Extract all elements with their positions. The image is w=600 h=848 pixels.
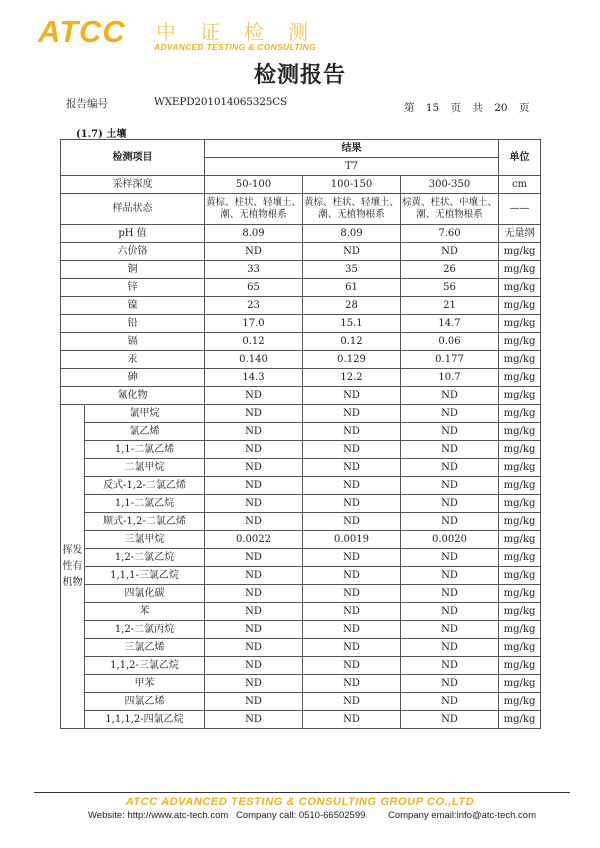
table-row bbox=[61, 369, 541, 387]
header-unit: 单位 bbox=[499, 140, 541, 176]
footer-email: Company email:info@atc-tech.com bbox=[388, 810, 536, 821]
result-value: ND bbox=[401, 477, 499, 495]
table-row bbox=[61, 513, 541, 531]
result-value: 61 bbox=[303, 279, 401, 297]
report-number-label: 报告编号 bbox=[66, 98, 108, 110]
page-current: 15 bbox=[425, 102, 440, 114]
table-row bbox=[61, 315, 541, 333]
result-value: 28 bbox=[303, 297, 401, 315]
result-value: 0.0022 bbox=[205, 531, 303, 549]
result-value: 14.7 bbox=[401, 315, 499, 333]
item-name: 苯 bbox=[85, 603, 205, 621]
report-number-value: WXEPD201014065325CS bbox=[154, 96, 288, 108]
item-name: 1,1,1-三氯乙烷 bbox=[85, 567, 205, 585]
result-value: ND bbox=[303, 567, 401, 585]
table-row bbox=[61, 423, 541, 441]
result-value: ND bbox=[303, 495, 401, 513]
result-value: ND bbox=[401, 387, 499, 405]
result-value: 65 bbox=[205, 279, 303, 297]
result-value: ND bbox=[205, 477, 303, 495]
item-name: 砷 bbox=[61, 369, 205, 387]
state-line: 棕黄、柱状、中壤土、 bbox=[401, 197, 497, 208]
result-value: 0.177 bbox=[401, 351, 499, 369]
unit-value: mg/kg bbox=[499, 495, 541, 513]
unit-value: mg/kg bbox=[499, 279, 541, 297]
table-row bbox=[61, 477, 541, 495]
unit-value: mg/kg bbox=[499, 243, 541, 261]
result-value: ND bbox=[205, 405, 303, 423]
result-value: 10.7 bbox=[401, 369, 499, 387]
logo-chinese-name: 中证检测 bbox=[156, 20, 332, 44]
state-line: 潮、无植物根系 bbox=[318, 209, 385, 220]
item-name: 1,1-二氯乙烷 bbox=[85, 495, 205, 513]
unit-value: mg/kg bbox=[499, 387, 541, 405]
result-value: 0.0019 bbox=[303, 531, 401, 549]
depth-value: 50-100 bbox=[205, 176, 303, 194]
unit-value: mg/kg bbox=[499, 621, 541, 639]
result-value: 0.129 bbox=[303, 351, 401, 369]
unit-value: mg/kg bbox=[499, 531, 541, 549]
result-value: ND bbox=[205, 243, 303, 261]
item-name: 顺式-1,2-二氯乙烯 bbox=[85, 513, 205, 531]
result-value: 56 bbox=[401, 279, 499, 297]
unit-value: mg/kg bbox=[499, 351, 541, 369]
item-name: pH 值 bbox=[61, 225, 205, 243]
result-value: 0.12 bbox=[205, 333, 303, 351]
result-value: ND bbox=[303, 621, 401, 639]
depth-value: 300-350 bbox=[401, 176, 499, 194]
item-name: 镉 bbox=[61, 333, 205, 351]
footer-divider bbox=[34, 792, 570, 793]
result-value: ND bbox=[205, 639, 303, 657]
result-value: ND bbox=[205, 441, 303, 459]
footer-phone: Company call: 0510-66502599 bbox=[236, 810, 366, 821]
unit-value: mg/kg bbox=[499, 297, 541, 315]
depth-unit: cm bbox=[499, 176, 541, 194]
item-name: 三氯乙烯 bbox=[85, 639, 205, 657]
unit-value: mg/kg bbox=[499, 405, 541, 423]
unit-value: mg/kg bbox=[499, 477, 541, 495]
logo-mark: ATCC bbox=[38, 14, 126, 49]
result-value: ND bbox=[401, 693, 499, 711]
footer-brand: ATCC ADVANCED TESTING & CONSULTING GROUP CO.,LTD bbox=[125, 796, 475, 808]
table-row bbox=[61, 459, 541, 477]
result-value: ND bbox=[401, 639, 499, 657]
report-title: 检测报告 bbox=[253, 63, 346, 88]
page-prefix: 第 bbox=[404, 102, 415, 114]
result-value: ND bbox=[303, 405, 401, 423]
depth-row bbox=[61, 176, 541, 194]
item-name: 1,1,2-三氯乙烷 bbox=[85, 657, 205, 675]
unit-value: mg/kg bbox=[499, 513, 541, 531]
result-value: ND bbox=[303, 477, 401, 495]
result-value: 0.140 bbox=[205, 351, 303, 369]
result-value: ND bbox=[205, 459, 303, 477]
unit-value: mg/kg bbox=[499, 585, 541, 603]
result-value: 23 bbox=[205, 297, 303, 315]
state-line: 潮、无植物根系 bbox=[416, 209, 483, 220]
table-row bbox=[61, 657, 541, 675]
state-line: 黄棕、柱状、轻壤土、 bbox=[303, 197, 399, 208]
result-value: 33 bbox=[205, 261, 303, 279]
unit-value: mg/kg bbox=[499, 603, 541, 621]
result-value: ND bbox=[401, 603, 499, 621]
header-item: 检测项目 bbox=[61, 140, 205, 176]
result-value: ND bbox=[401, 675, 499, 693]
table-row bbox=[61, 297, 541, 315]
result-value: 0.12 bbox=[303, 333, 401, 351]
header-result: 结果 bbox=[205, 140, 499, 158]
result-value: ND bbox=[401, 549, 499, 567]
depth-value: 100-150 bbox=[303, 176, 401, 194]
result-value: ND bbox=[205, 585, 303, 603]
item-name: 氯甲烷 bbox=[85, 405, 205, 423]
result-value: ND bbox=[303, 675, 401, 693]
result-value: ND bbox=[401, 459, 499, 477]
state-line: 潮、无植物根系 bbox=[220, 209, 287, 220]
result-value: ND bbox=[205, 423, 303, 441]
item-name: 汞 bbox=[61, 351, 205, 369]
table-row bbox=[61, 351, 541, 369]
result-value: ND bbox=[205, 711, 303, 729]
result-value: ND bbox=[401, 585, 499, 603]
voc-group-label: 挥发性有机物 bbox=[61, 405, 85, 729]
unit-value: mg/kg bbox=[499, 675, 541, 693]
result-value: ND bbox=[303, 585, 401, 603]
depth-label: 采样深度 bbox=[61, 176, 205, 194]
table-row bbox=[61, 441, 541, 459]
unit-value: 无量纲 bbox=[499, 225, 541, 243]
result-value: 7.60 bbox=[401, 225, 499, 243]
unit-value: mg/kg bbox=[499, 459, 541, 477]
table-row bbox=[61, 711, 541, 729]
result-value: ND bbox=[303, 639, 401, 657]
unit-value: mg/kg bbox=[499, 261, 541, 279]
result-value: 12.2 bbox=[303, 369, 401, 387]
state-unit: —— bbox=[499, 194, 541, 225]
result-value: ND bbox=[401, 711, 499, 729]
footer-website: Website: http://www.atc-tech.com bbox=[88, 810, 229, 821]
result-value: ND bbox=[303, 423, 401, 441]
result-value: ND bbox=[401, 513, 499, 531]
unit-value: mg/kg bbox=[499, 315, 541, 333]
company-logo bbox=[38, 14, 338, 54]
state-row bbox=[61, 194, 541, 225]
table-row bbox=[61, 225, 541, 243]
result-value: ND bbox=[401, 405, 499, 423]
unit-value: mg/kg bbox=[499, 567, 541, 585]
result-value: ND bbox=[303, 387, 401, 405]
item-name: 1,2-二氯丙烷 bbox=[85, 621, 205, 639]
unit-value: mg/kg bbox=[499, 657, 541, 675]
state-line: 黄棕、柱状、轻壤土、 bbox=[205, 197, 301, 208]
result-value: 21 bbox=[401, 297, 499, 315]
unit-value: mg/kg bbox=[499, 711, 541, 729]
result-value: ND bbox=[303, 441, 401, 459]
result-value: ND bbox=[205, 567, 303, 585]
table-row bbox=[61, 405, 541, 423]
result-value: 35 bbox=[303, 261, 401, 279]
result-value: ND bbox=[303, 243, 401, 261]
result-value: ND bbox=[401, 621, 499, 639]
table-row bbox=[61, 567, 541, 585]
item-name: 铅 bbox=[61, 315, 205, 333]
table-row bbox=[61, 333, 541, 351]
table-row bbox=[61, 585, 541, 603]
table-row bbox=[61, 387, 541, 405]
item-name: 1,1-二氯乙烯 bbox=[85, 441, 205, 459]
result-value: 14.3 bbox=[205, 369, 303, 387]
table-row bbox=[61, 261, 541, 279]
state-value bbox=[205, 194, 303, 225]
result-value: ND bbox=[303, 549, 401, 567]
result-value: ND bbox=[401, 495, 499, 513]
page-indicator bbox=[404, 100, 529, 115]
item-name: 1,2-二氯乙烷 bbox=[85, 549, 205, 567]
table-row bbox=[61, 495, 541, 513]
page-total: 20 bbox=[494, 102, 508, 114]
item-name: 1,1,1,2-四氯乙烷 bbox=[85, 711, 205, 729]
result-value: ND bbox=[303, 459, 401, 477]
header-row bbox=[61, 140, 541, 158]
table-row bbox=[61, 243, 541, 261]
result-value: ND bbox=[401, 657, 499, 675]
unit-value: mg/kg bbox=[499, 423, 541, 441]
result-value: ND bbox=[205, 495, 303, 513]
item-name: 六价铬 bbox=[61, 243, 205, 261]
result-value: ND bbox=[401, 243, 499, 261]
item-name: 氰化物 bbox=[61, 387, 205, 405]
result-value: ND bbox=[205, 603, 303, 621]
item-name: 氯乙烯 bbox=[85, 423, 205, 441]
logo-english-name: ADVANCED TESTING & CONSULTING bbox=[154, 42, 316, 52]
result-value: 15.1 bbox=[303, 315, 401, 333]
result-value: ND bbox=[401, 441, 499, 459]
result-value: 26 bbox=[401, 261, 499, 279]
unit-value: mg/kg bbox=[499, 369, 541, 387]
result-value: ND bbox=[303, 513, 401, 531]
result-value: ND bbox=[303, 657, 401, 675]
result-value: ND bbox=[401, 567, 499, 585]
unit-value: mg/kg bbox=[499, 693, 541, 711]
page-mid: 页 共 bbox=[450, 102, 483, 114]
item-name: 铜 bbox=[61, 261, 205, 279]
item-name: 锌 bbox=[61, 279, 205, 297]
table-row bbox=[61, 603, 541, 621]
result-value: 8.09 bbox=[205, 225, 303, 243]
item-name: 四氯乙烯 bbox=[85, 693, 205, 711]
table-row bbox=[61, 549, 541, 567]
state-value bbox=[401, 194, 499, 225]
table-row bbox=[61, 279, 541, 297]
section-title: (1.7) 土壤 bbox=[76, 129, 127, 140]
table-row bbox=[61, 675, 541, 693]
item-name: 三氯甲烷 bbox=[85, 531, 205, 549]
table-row bbox=[61, 621, 541, 639]
table-row bbox=[61, 531, 541, 549]
sample-id: T7 bbox=[205, 158, 499, 176]
unit-value: mg/kg bbox=[499, 441, 541, 459]
state-value bbox=[303, 194, 401, 225]
unit-value: mg/kg bbox=[499, 639, 541, 657]
result-value: ND bbox=[205, 675, 303, 693]
result-value: ND bbox=[401, 423, 499, 441]
result-value: ND bbox=[205, 549, 303, 567]
result-value: ND bbox=[205, 693, 303, 711]
page-suffix: 页 bbox=[518, 102, 530, 114]
result-value: ND bbox=[303, 711, 401, 729]
table-row bbox=[61, 639, 541, 657]
result-value: 8.09 bbox=[303, 225, 401, 243]
result-value: 17.0 bbox=[205, 315, 303, 333]
result-value: ND bbox=[303, 693, 401, 711]
results-table bbox=[60, 139, 541, 729]
result-value: ND bbox=[205, 513, 303, 531]
unit-value: mg/kg bbox=[499, 333, 541, 351]
result-value: ND bbox=[205, 621, 303, 639]
item-name: 四氯化碳 bbox=[85, 585, 205, 603]
table-row bbox=[61, 693, 541, 711]
result-value: ND bbox=[205, 657, 303, 675]
result-value: 0.0020 bbox=[401, 531, 499, 549]
item-name: 反式-1,2-二氯乙烯 bbox=[85, 477, 205, 495]
item-name: 镍 bbox=[61, 297, 205, 315]
item-name: 甲苯 bbox=[85, 675, 205, 693]
result-value: ND bbox=[303, 603, 401, 621]
result-value: 0.06 bbox=[401, 333, 499, 351]
unit-value: mg/kg bbox=[499, 549, 541, 567]
result-value: ND bbox=[205, 387, 303, 405]
item-name: 二氯甲烷 bbox=[85, 459, 205, 477]
state-label: 样品状态 bbox=[61, 194, 205, 225]
